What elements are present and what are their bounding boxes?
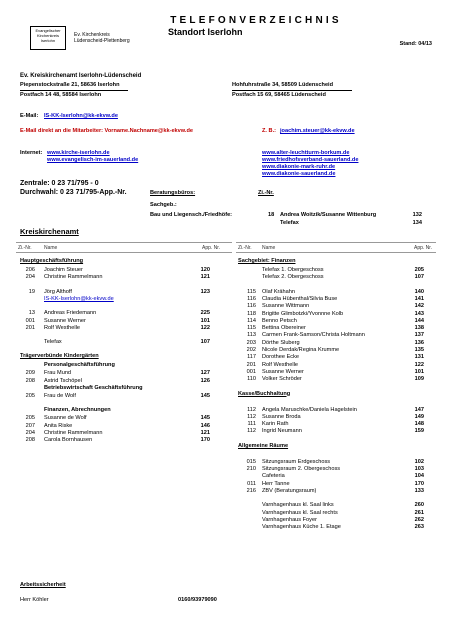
contact-name: Frau Mund (44, 370, 72, 377)
logo-line-3: Iserlohn (40, 38, 56, 43)
room-number: 201 (246, 361, 256, 368)
contact-name: Rolf Westhelle (262, 361, 298, 368)
divider (16, 242, 232, 243)
room-number: 19 (28, 288, 35, 295)
extension-number: 140 (414, 288, 424, 295)
sachgebiet-label: Sachgeb.: (150, 202, 177, 208)
room-number: 204 (25, 429, 35, 436)
bau-zi: 18 (268, 212, 275, 218)
document-subtitle: Standort Iserlohn (168, 27, 243, 37)
org-address-4: Postfach 15 69, 58465 Lüdenscheid (232, 92, 326, 98)
website-link[interactable]: www.kirche-iserlohn.de (47, 150, 110, 156)
contact-name: Susanne Wittmann (262, 303, 310, 310)
logo-caption-1: Ev. Kirchenkreis (74, 32, 110, 38)
email-direct-note: E-Mail direkt an die Mitarbeiter: Vorname.Nachname@kk-ekvw.de (20, 128, 194, 134)
extension-number: 102 (414, 458, 424, 465)
contact-name: Telefax 2. Obergeschoss (262, 274, 324, 281)
room-number: 205 (25, 393, 35, 399)
logo-line-1: Evangelischer (35, 28, 61, 33)
extension-number: 170 (200, 437, 210, 444)
bau-label: Bau und Liegensch./Friedhöfe: (150, 212, 233, 218)
contact-name: Astrid Tschöpel (44, 377, 82, 384)
divider (16, 252, 232, 253)
extension-number: 121 (200, 429, 210, 436)
room-number: 115 (247, 288, 256, 295)
contact-name: Joachim Steuer (44, 267, 83, 273)
org-address-2: Postfach 14 48, 58584 Iserlohn (20, 92, 102, 98)
contact-name: Nicole Derdak/Regina Krumme (262, 347, 340, 353)
telefax-label: Telefax (280, 220, 299, 226)
website-link[interactable]: www.friedhofsverband-sauerland.de (262, 157, 359, 163)
room-number: 112 (247, 406, 256, 413)
contact-name: Dörthe Sluberg (262, 339, 300, 346)
divider (20, 90, 128, 91)
zentrale-number: Zentrale: 0 23 71/795 - 0 (20, 180, 99, 187)
divider (236, 242, 436, 243)
extension-number: 144 (414, 317, 424, 324)
email-link[interactable]: IS-KK-Iserlohn@kk-ekvw.de (44, 295, 114, 302)
col-header-zi: Zi.-Nr. (238, 245, 252, 251)
extension-number: 137 (414, 332, 424, 339)
durchwahl-info: Durchwahl: 0 23 71/795-App.-Nr. (20, 189, 127, 196)
extension-number: 136 (414, 339, 424, 346)
contact-name: Ingrid Neumann (262, 428, 302, 435)
contact-name: Jörg Althoff (44, 288, 72, 295)
extension-number: 101 (414, 368, 424, 375)
room-number: 111 (247, 421, 256, 428)
extension-number: 260 (414, 502, 424, 509)
contact-name: Olaf Krähahn (262, 288, 295, 295)
extension-number: 142 (414, 303, 424, 310)
contact-name: Susanne de Wolf (44, 415, 87, 422)
contact-name: Varnhagenhaus kl. Saal rechts (262, 509, 338, 516)
contact-name: Susanne Werner (44, 317, 86, 324)
arbeitssicherheit-phone: 0160/93979090 (178, 597, 217, 603)
org-address-1: Piepenstockstraße 21, 58636 Iserlohn (20, 82, 120, 88)
contact-name: Christine Rammelmann (44, 429, 103, 436)
contact-name: Volker Schröder (262, 376, 302, 383)
room-number: 201 (25, 324, 35, 331)
extension-number: 133 (414, 487, 424, 494)
church-logo (30, 26, 66, 50)
subsection-heading: Finanzen, Abrechnungen (44, 407, 111, 414)
room-number: 112 (247, 428, 256, 435)
room-number: 114 (247, 317, 256, 324)
bau-name: Andrea Woitzik/Susanne Wittenburg (280, 212, 377, 218)
room-number: 206 (25, 267, 35, 273)
contact-name: Frau de Wolf (44, 393, 76, 399)
extension-number: 225 (200, 310, 210, 317)
extension-number: 141 (414, 295, 424, 302)
contact-name: Herr Tanne (262, 480, 290, 487)
section-heading: Trägerverbünde Kindergärten (20, 353, 99, 360)
contact-name: Varnhagenhaus Küche 1. Etage (262, 524, 341, 531)
contact-name: Sitzungsraum Erdgeschoss (262, 458, 331, 465)
contact-name: Varnhagenhaus kl. Saal links (262, 502, 334, 509)
room-number: 216 (246, 487, 256, 494)
email-label: E-Mail: (20, 113, 39, 119)
extension-number: 159 (414, 428, 424, 435)
col-header-zi: Zi.-Nr. (18, 245, 32, 251)
col-header-name: Name (262, 245, 276, 251)
contact-name: Sitzungsraum 2. Obergeschoss (262, 466, 341, 472)
room-number: 208 (25, 437, 35, 444)
extension-number: 147 (414, 406, 424, 413)
room-number: 011 (247, 480, 256, 487)
room-number: 204 (25, 274, 35, 281)
room-number: 118 (247, 310, 256, 317)
room-number: 113 (247, 332, 256, 339)
room-number: 115 (247, 325, 256, 332)
extension-number: 126 (200, 377, 210, 384)
contact-name: Brigitte Glimbotzki/Yvonnne Kolb (262, 310, 344, 317)
logo-caption-2: Lüdenscheid-Plettenberg (74, 38, 130, 44)
subsection-heading: Personalgeschäftsführung (44, 362, 115, 369)
org-address-3: Hohfuhrstraße 34, 58509 Lüdenscheid (232, 82, 334, 88)
extension-number: 135 (414, 347, 424, 353)
room-number: 117 (247, 354, 256, 361)
extension-number: 103 (414, 466, 424, 472)
col-header-name: Name (44, 245, 58, 251)
divider (236, 252, 436, 253)
extension-number: 261 (414, 509, 424, 516)
contact-name: Carmen Frank-Samson/Christa Holtmann (262, 332, 365, 339)
extension-number: 104 (414, 473, 424, 480)
col-header-app: App. Nr. (202, 245, 221, 251)
extension-number: 127 (200, 370, 210, 377)
bau-app: 132 (412, 212, 422, 218)
contact-name: Dorothee Ecke (262, 354, 300, 361)
extension-number: 145 (200, 415, 210, 422)
contact-name: Benno Petsch (262, 317, 297, 324)
contact-name: Karin Rath (262, 421, 289, 428)
contact-name: Susanne Werner (262, 368, 304, 375)
extension-number: 143 (414, 310, 424, 317)
telefax-app: 134 (412, 220, 422, 226)
org-name: Ev. Kreiskirchenamt Iserlohn-Lüdenscheid (20, 73, 142, 79)
room-number: 112 (247, 413, 256, 420)
section-title: Kreiskirchenamt (20, 227, 79, 236)
website-link[interactable]: www.diakonie-sauerland.de (262, 171, 336, 177)
room-number: 205 (25, 415, 35, 422)
document-title: TELEFONVERZEICHNIS (170, 15, 342, 26)
extension-number: 121 (200, 274, 210, 281)
room-number: 001 (25, 317, 35, 324)
arbeitssicherheit-name: Herr Köhler (20, 597, 49, 603)
contact-name: Varnhagenhaus Foyer (262, 516, 317, 523)
extension-number: 146 (200, 422, 210, 429)
contact-name: Bettina Obereiner (262, 325, 306, 332)
room-number: 210 (246, 466, 256, 472)
extension-number: 109 (414, 376, 424, 383)
room-number: 001 (246, 368, 256, 375)
website-link[interactable]: www.diakonie-mark-ruhr.de (262, 164, 336, 170)
room-number: 208 (25, 377, 35, 384)
contact-name: Carola Bornhausen (44, 437, 93, 444)
contact-name: Anita Riske (44, 422, 73, 429)
website-link[interactable]: www.evangelisch-im-sauerland.de (47, 157, 139, 163)
extension-number: 148 (414, 421, 424, 428)
contact-name: Telefax (44, 339, 62, 346)
email-example-label: Z. B.: (262, 128, 276, 134)
section-heading: Hauptgeschäftsführung (20, 258, 84, 264)
room-number: 116 (247, 295, 256, 302)
extension-number: 131 (414, 354, 424, 361)
contact-name: Cafeteria (262, 473, 285, 480)
email-link[interactable]: IS-KK-Iserlohn@kk-ekvw.de (44, 113, 118, 119)
extension-number: 107 (414, 274, 424, 281)
extension-number: 107 (200, 339, 210, 346)
extension-number: 138 (414, 325, 424, 332)
extension-number: 170 (414, 480, 424, 487)
extension-number: 262 (414, 516, 424, 523)
contact-name: Rolf Westhelle (44, 324, 80, 331)
contact-name: Christine Rammelmann (44, 274, 103, 281)
logo-caption (74, 32, 130, 44)
contact-name: Telefax 1. Obergeschoss (262, 267, 324, 273)
extension-number: 122 (200, 324, 210, 331)
section-heading: Sachgebiet: Finanzen (238, 258, 296, 264)
room-number: 203 (246, 339, 256, 346)
subsection-heading: Betriebswirtschaft Geschäftsführung (44, 385, 143, 391)
room-number: 015 (246, 458, 256, 465)
logo-line-2: Kirchenkreis (36, 33, 59, 38)
extension-number: 123 (200, 288, 210, 295)
contact-name: Andreas Friedemann (44, 310, 97, 317)
extension-number: 120 (200, 267, 210, 273)
internet-label: Internet: (20, 150, 43, 156)
contact-name: Angela Maruschke/Daniela Hagelstein (262, 406, 357, 413)
extension-number: 149 (414, 413, 424, 420)
divider (232, 90, 352, 91)
contact-name: ZBV (Beratungsraum) (262, 487, 317, 494)
room-number: 110 (247, 376, 256, 383)
beratungsbueros-label: Beratungsbüros: (150, 190, 196, 196)
room-number: 13 (28, 310, 35, 317)
website-link[interactable]: www.alter-leuchtturm-borkum.de (262, 150, 350, 156)
room-number: 116 (247, 303, 256, 310)
contact-name: Claudia Hübenthal/Silvia Buse (262, 295, 338, 302)
zi-nr-label: Zi.-Nr. (258, 190, 274, 196)
contact-name: Susanne Broda (262, 413, 301, 420)
room-number: 202 (246, 347, 256, 353)
extension-number: 145 (200, 393, 210, 399)
stand-date: Stand: 04/13 (399, 41, 432, 47)
room-number: 207 (25, 422, 35, 429)
extension-number: 101 (200, 317, 210, 324)
extension-number: 263 (414, 524, 424, 531)
section-heading: Kasse/Buchhaltung (238, 390, 291, 397)
extension-number: 122 (414, 361, 424, 368)
arbeitssicherheit-heading: Arbeitssicherheit (20, 582, 66, 588)
room-number: 209 (25, 370, 35, 377)
section-heading: Allgemeine Räume (238, 442, 289, 449)
extension-number: 205 (414, 267, 424, 273)
col-header-app: App. Nr. (414, 245, 433, 251)
email-example-link[interactable]: joachim.steuer@kk-ekvw.de (280, 128, 355, 134)
